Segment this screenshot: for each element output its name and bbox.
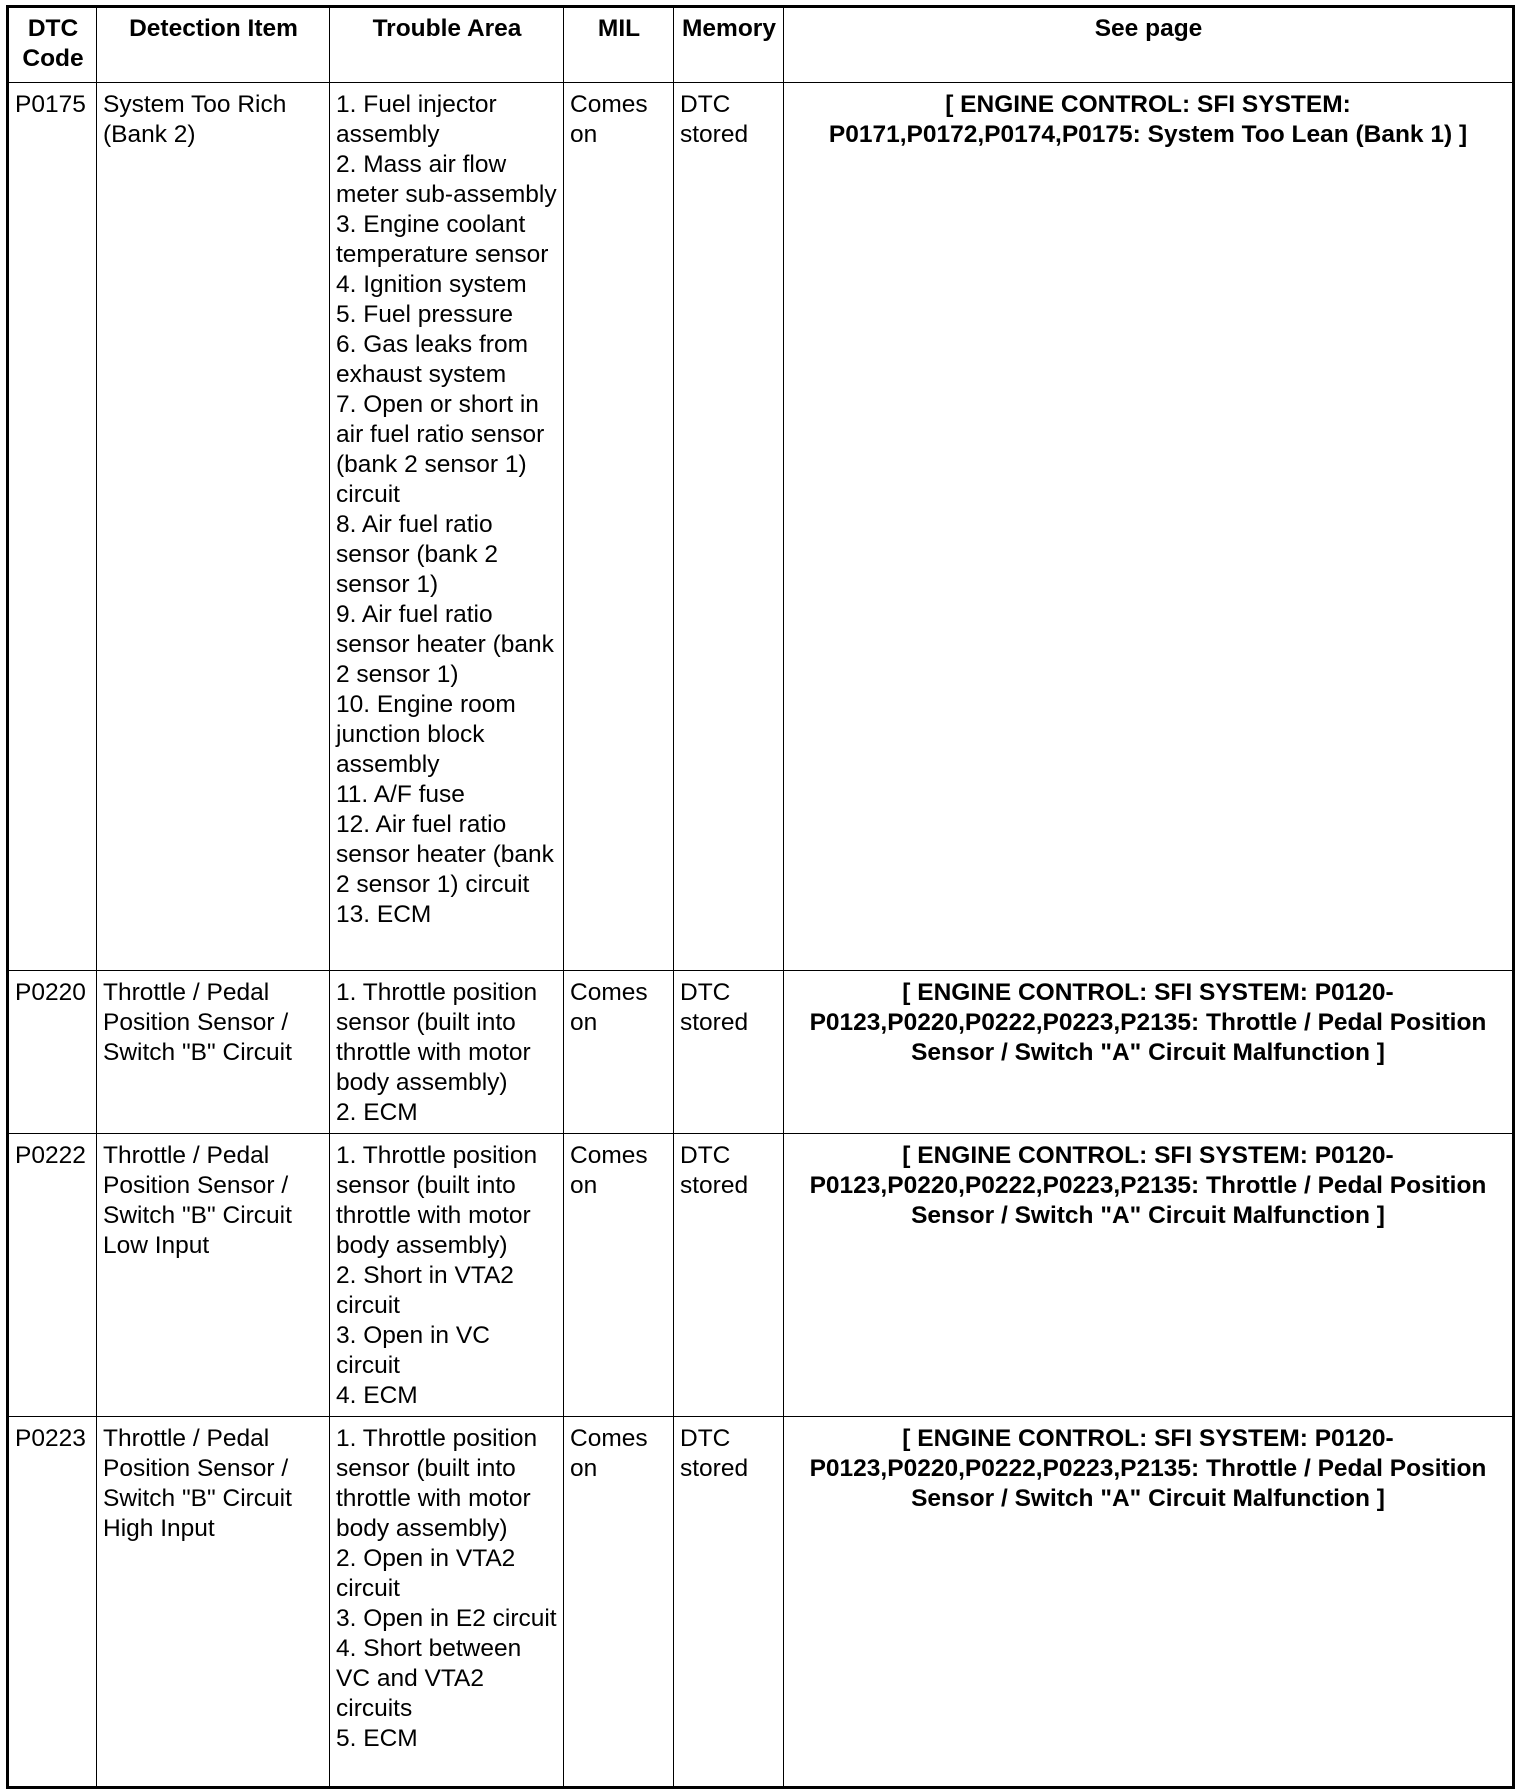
see-page-link[interactable]: [ ENGINE CONTROL: SFI SYSTEM: P0171,P0172,P0174,P0175: System Too Lean (Bank 1) ] (784, 83, 1514, 971)
trouble-area-cell (330, 1134, 564, 1417)
memory-cell: DTC stored (674, 971, 784, 1134)
trouble-item: 2. Short in VTA2 circuit (336, 1262, 514, 1319)
memory-cell: DTC stored (674, 83, 784, 971)
trouble-item: 3. Open in VC circuit (336, 1322, 490, 1379)
detection-item-cell: System Too Rich (Bank 2) (97, 83, 330, 971)
trouble-item: 10. Engine room junction block assembly (336, 691, 516, 778)
trouble-item: 5. ECM (336, 1725, 418, 1752)
trouble-item: 4. Short between VC and VTA2 circuits (336, 1635, 522, 1722)
dtc-code-cell: P0223 (8, 1417, 97, 1788)
detection-item-cell: Throttle / Pedal Position Sensor / Switch "B" Circuit High Input (97, 1417, 330, 1788)
trouble-item: 1. Throttle position sensor (built into throttle with motor body assembly) (336, 1425, 538, 1542)
see-page-link[interactable]: [ ENGINE CONTROL: SFI SYSTEM: P0120-P0123,P0220,P0222,P0223,P2135: Throttle / Pedal Position Sensor / Switch "A" Circuit Malfunction ] (784, 971, 1514, 1134)
trouble-area-cell (330, 83, 564, 971)
header-mil: MIL (564, 7, 674, 83)
trouble-item: 9. Air fuel ratio sensor heater (bank 2 sensor 1) (336, 601, 554, 688)
dtc-code-cell: P0220 (8, 971, 97, 1134)
table-row (8, 83, 1514, 971)
trouble-item: 1. Throttle position sensor (built into throttle with motor body assembly) (336, 979, 538, 1096)
trouble-item: 4. Ignition system (336, 271, 527, 298)
trouble-item: 2. Mass air flow meter sub-assembly (336, 151, 557, 208)
trouble-item: 13. ECM (336, 901, 432, 928)
trouble-item: 5. Fuel pressure (336, 301, 514, 328)
detection-item-cell: Throttle / Pedal Position Sensor / Switch "B" Circuit Low Input (97, 1134, 330, 1417)
trouble-area-cell (330, 1417, 564, 1788)
trouble-item: 11. A/F fuse (336, 781, 465, 808)
trouble-item: 3. Engine coolant temperature sensor (336, 211, 549, 268)
see-page-link[interactable]: [ ENGINE CONTROL: SFI SYSTEM: P0120-P0123,P0220,P0222,P0223,P2135: Throttle / Pedal Position Sensor / Switch "A" Circuit Malfunction ] (784, 1134, 1514, 1417)
trouble-item: 1. Throttle position sensor (built into throttle with motor body assembly) (336, 1142, 538, 1259)
detection-item-cell: Throttle / Pedal Position Sensor / Switch "B" Circuit (97, 971, 330, 1134)
trouble-item: 4. ECM (336, 1382, 418, 1409)
header-memory: Memory (674, 7, 784, 83)
dtc-table (6, 5, 1515, 1789)
table-row (8, 1417, 1514, 1788)
mil-cell: Comes on (564, 1417, 674, 1788)
trouble-item: 3. Open in E2 circuit (336, 1605, 557, 1632)
header-dtc-code: DTC Code (8, 7, 97, 83)
header-row (8, 7, 1514, 83)
header-see-page: See page (784, 7, 1514, 83)
trouble-item: 2. ECM (336, 1099, 418, 1126)
dtc-code-cell: P0222 (8, 1134, 97, 1417)
memory-cell: DTC stored (674, 1134, 784, 1417)
table-row (8, 1134, 1514, 1417)
see-page-link[interactable]: [ ENGINE CONTROL: SFI SYSTEM: P0120-P0123,P0220,P0222,P0223,P2135: Throttle / Pedal Position Sensor / Switch "A" Circuit Malfunction ] (784, 1417, 1514, 1788)
trouble-item: 7. Open or short in air fuel ratio sensor (bank 2 sensor 1) circuit (336, 391, 545, 508)
mil-cell: Comes on (564, 83, 674, 971)
mil-cell: Comes on (564, 1134, 674, 1417)
dtc-code-cell: P0175 (8, 83, 97, 971)
trouble-item: 12. Air fuel ratio sensor heater (bank 2 sensor 1) circuit (336, 811, 554, 898)
trouble-item: 8. Air fuel ratio sensor (bank 2 sensor 1) (336, 511, 499, 598)
trouble-item: 6. Gas leaks from exhaust system (336, 331, 528, 388)
header-detection-item: Detection Item (97, 7, 330, 83)
trouble-item: 1. Fuel injector assembly (336, 91, 497, 148)
table-row (8, 971, 1514, 1134)
trouble-item: 2. Open in VTA2 circuit (336, 1545, 516, 1602)
mil-cell: Comes on (564, 971, 674, 1134)
dtc-table-container (6, 5, 1512, 1789)
header-trouble-area: Trouble Area (330, 7, 564, 83)
memory-cell: DTC stored (674, 1417, 784, 1788)
trouble-area-cell (330, 971, 564, 1134)
